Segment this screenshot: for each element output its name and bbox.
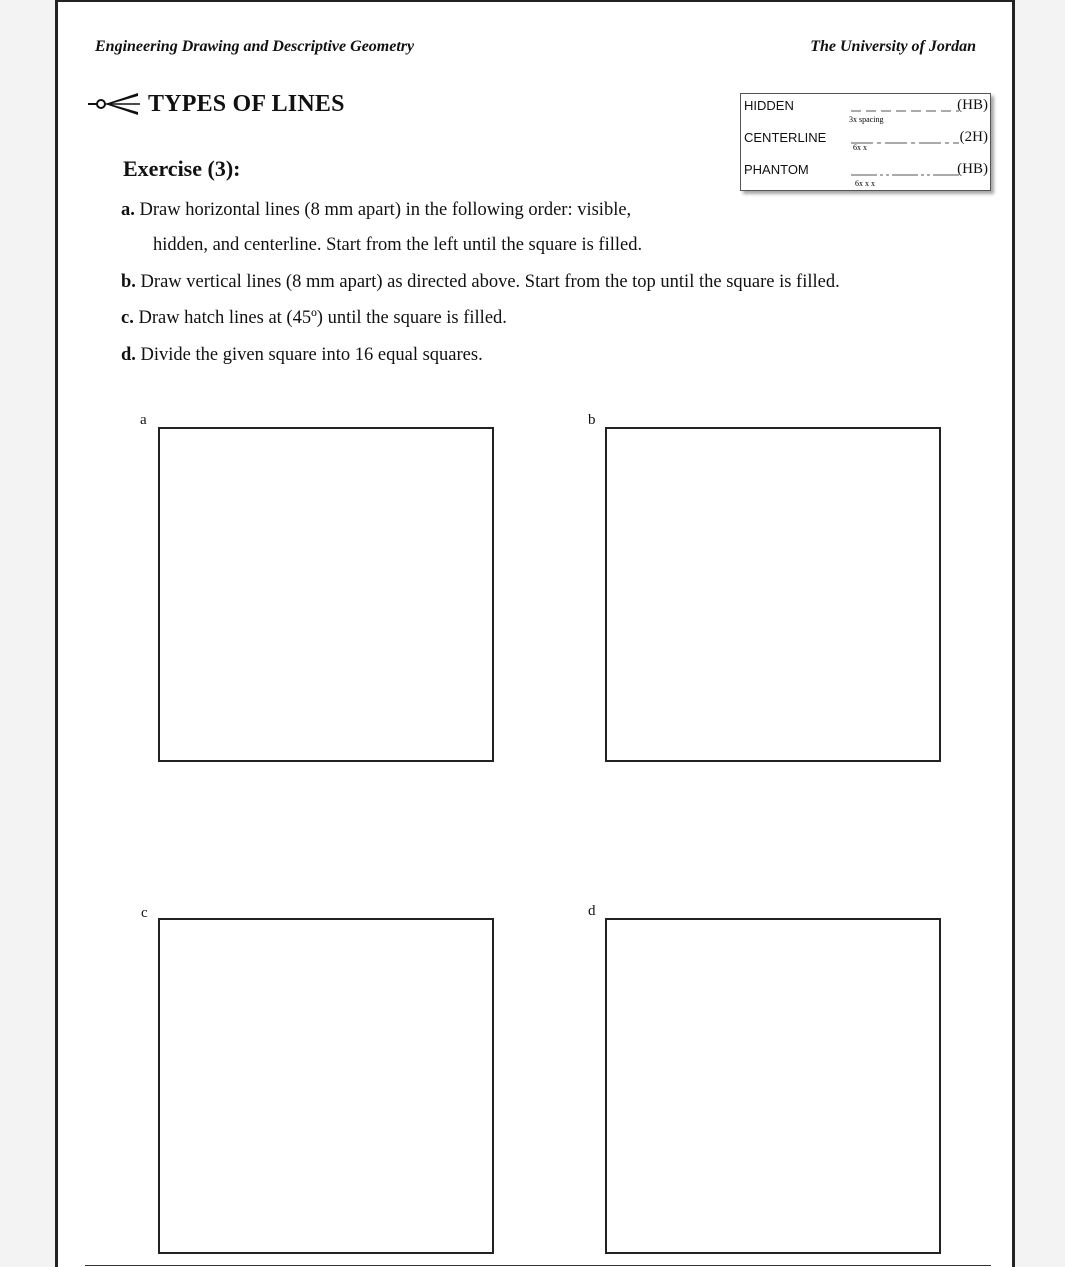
viewer-background-right [1015, 0, 1065, 1267]
legend-row-phantom [741, 158, 990, 190]
instruction-c [121, 308, 507, 329]
instruction-letter: d. [121, 345, 136, 365]
legend-name: CENTERLINE [744, 130, 827, 145]
document-page [55, 0, 1015, 1267]
square-label-a: a [140, 412, 147, 428]
square-label-d: d [588, 903, 596, 919]
instruction-text: Draw horizontal lines (8 mm apart) in the following order: visible, [139, 200, 632, 220]
drafting-compass-icon [86, 90, 144, 118]
university-header: The University of Jordan [810, 38, 976, 55]
square-label-b: b [588, 412, 596, 428]
hidden-line-sample [741, 94, 990, 126]
legend-grade: (2H) [959, 129, 988, 145]
instruction-letter: c. [121, 308, 134, 328]
viewer-background-left [0, 0, 55, 1267]
legend-grade: (HB) [957, 161, 988, 177]
instruction-b [121, 272, 840, 293]
instruction-letter: a. [121, 200, 135, 220]
drawing-square-a[interactable] [158, 427, 494, 762]
legend-annotation: 6x x [853, 143, 867, 152]
instruction-a [121, 200, 631, 221]
instruction-text: Draw hatch lines at (45º) until the square is filled. [138, 308, 507, 328]
drawing-square-b[interactable] [605, 427, 941, 762]
course-header: Engineering Drawing and Descriptive Geometry [95, 38, 415, 55]
square-label-c: c [141, 905, 148, 921]
legend-annotation: 3x spacing [849, 115, 884, 124]
legend-grade: (HB) [957, 97, 988, 113]
section-title: TYPES OF LINES [148, 90, 345, 117]
exercise-title: Exercise (3): [123, 156, 241, 181]
legend-name: HIDDEN [744, 98, 794, 113]
instruction-text: Divide the given square into 16 equal squares. [140, 345, 483, 365]
legend-row-centerline [741, 126, 990, 158]
section-heading [86, 90, 345, 118]
legend-row-hidden [741, 94, 990, 126]
centerline-sample [741, 126, 990, 158]
drawing-square-c[interactable] [158, 918, 494, 1254]
instruction-letter: b. [121, 272, 136, 292]
instruction-d [121, 345, 483, 366]
phantom-line-sample [741, 158, 990, 190]
legend-annotation: 6x x x [855, 179, 875, 188]
drawing-square-d[interactable] [605, 918, 941, 1254]
instruction-text: Draw vertical lines (8 mm apart) as directed above. Start from the top until the square is filled. [140, 272, 840, 292]
legend-name: PHANTOM [744, 162, 809, 177]
instruction-a-continuation: hidden, and centerline. Start from the left until the square is filled. [153, 235, 643, 255]
line-types-legend [740, 93, 991, 191]
page-bottom-divider [85, 1265, 991, 1266]
